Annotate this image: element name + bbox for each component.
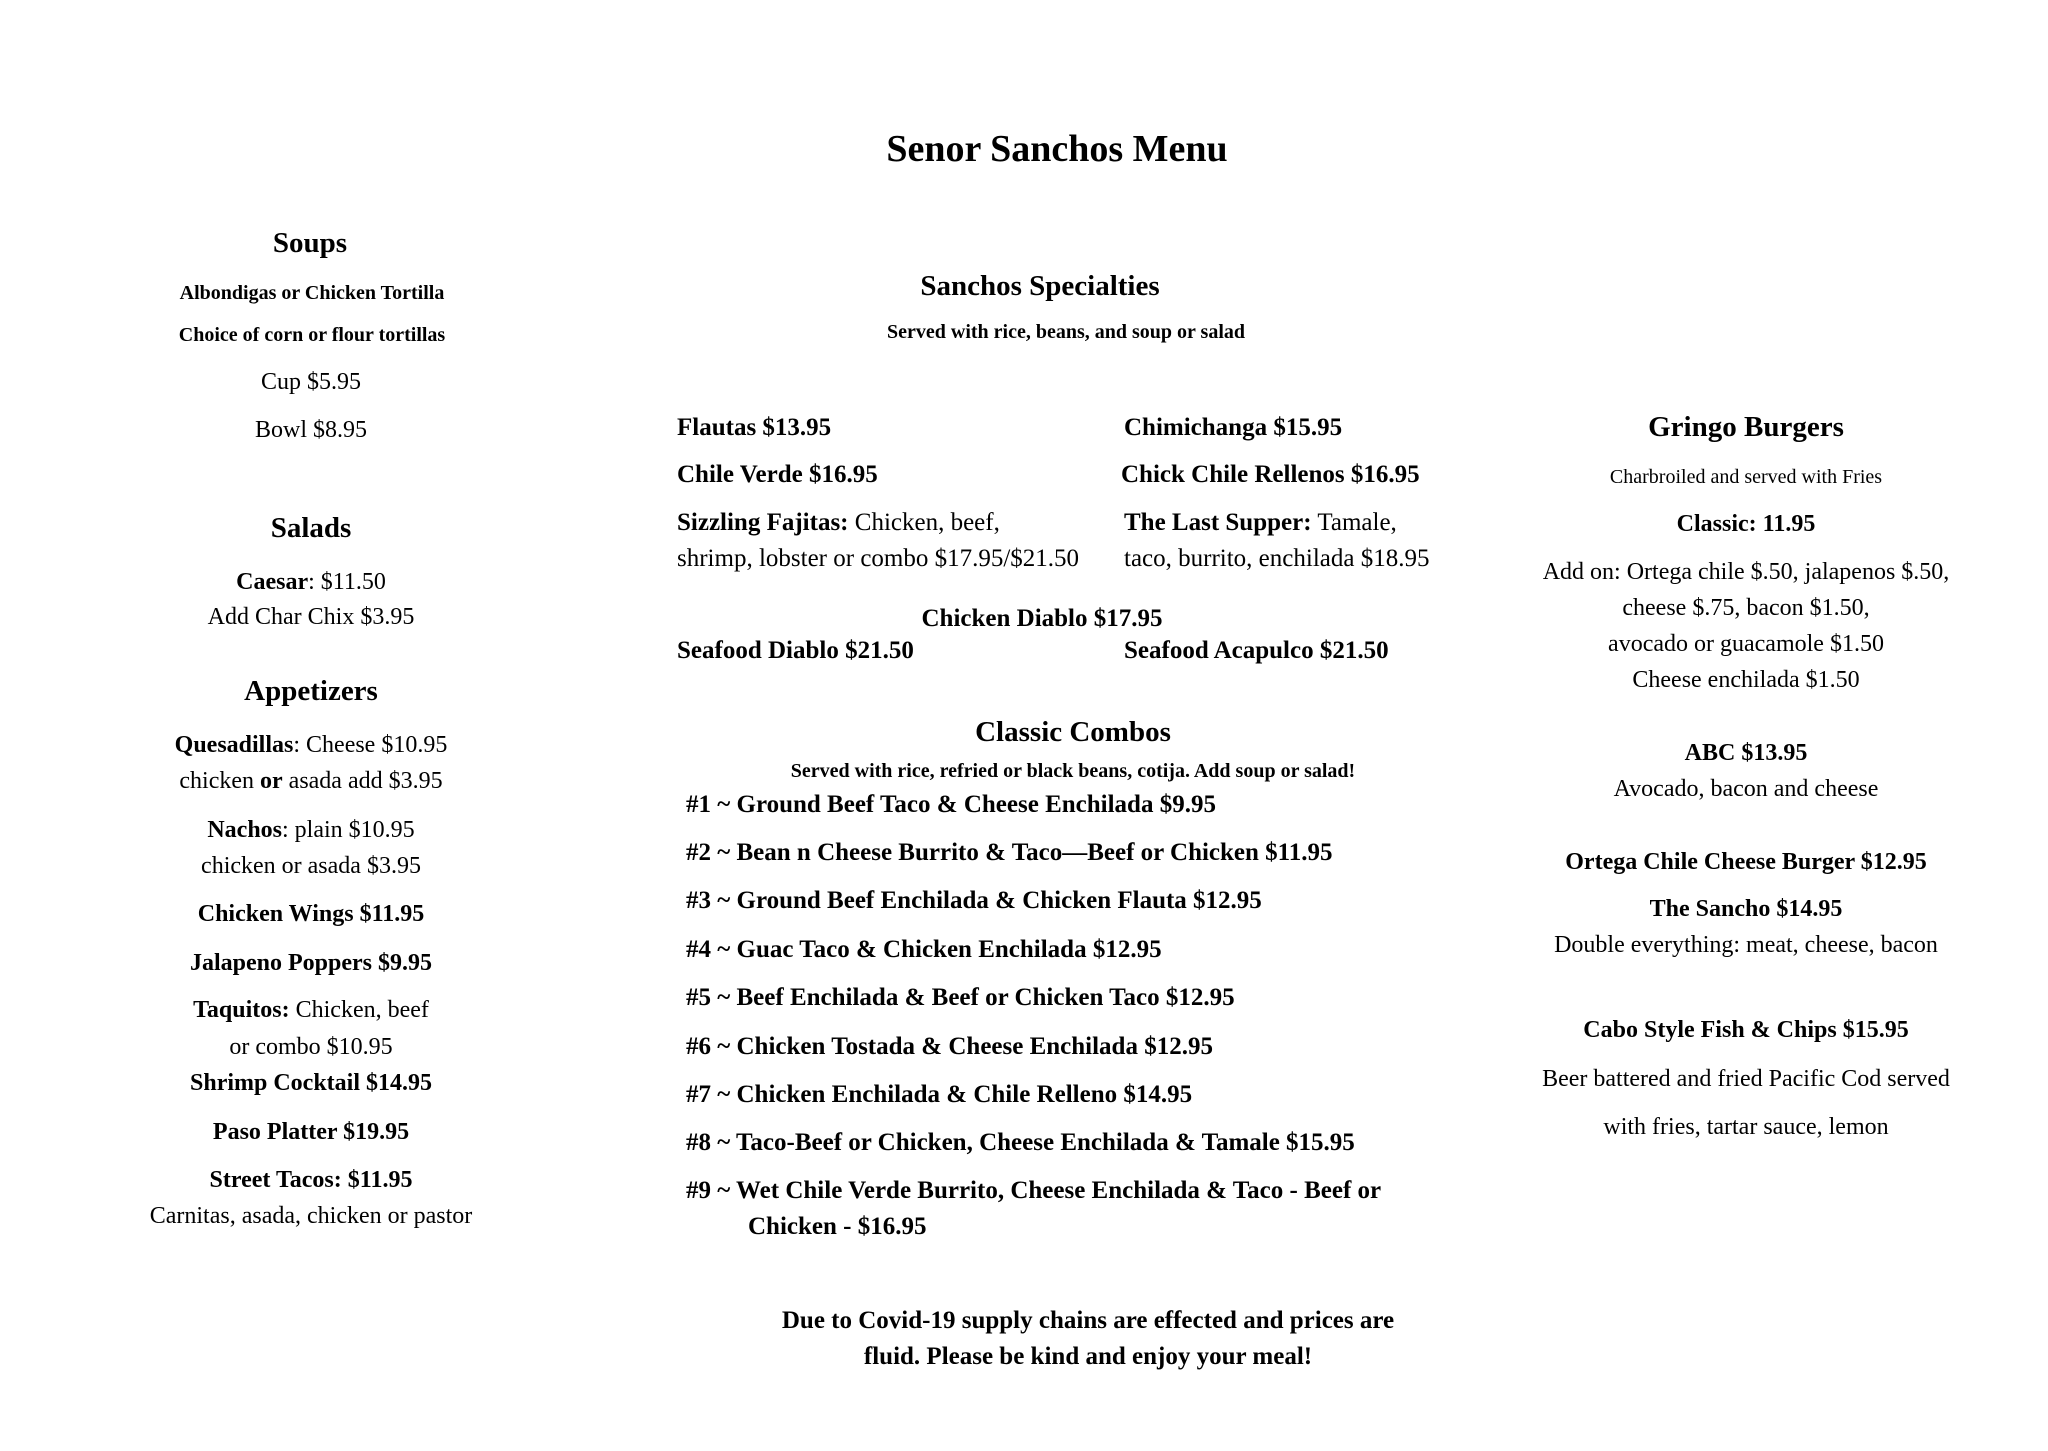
combo-2: #2 ~ Bean n Cheese Burrito & Taco—Beef or Chicken $11.95: [686, 839, 1333, 866]
burger-sancho-desc: Double everything: meat, cheese, bacon: [1554, 932, 1938, 958]
nachos-name: Nachos: [207, 817, 283, 843]
app-nachos-addon: chicken or asada $3.95: [201, 853, 421, 879]
quesadillas-price: : Cheese $10.95: [293, 732, 448, 758]
specialties-heading: Sanchos Specialties: [920, 270, 1160, 302]
spec-seafood-acapulco: Seafood Acapulco $21.50: [1124, 637, 1389, 664]
nachos-price: : plain $10.95: [282, 817, 415, 843]
combos-heading: Classic Combos: [975, 716, 1171, 748]
taquitos-name: Taquitos:: [193, 997, 290, 1023]
spec-seafood-diablo: Seafood Diablo $21.50: [677, 637, 914, 664]
soups-tortilla-note: Choice of corn or flour tortillas: [178, 324, 446, 346]
combo-6: #6 ~ Chicken Tostada & Cheese Enchilada $12.95: [686, 1033, 1213, 1060]
specialties-subtitle: Served with rice, beans, and soup or salad: [886, 321, 1246, 343]
salad-caesar: [236, 570, 386, 594]
burgers-subtitle: Charbroiled and served with Fries: [1609, 466, 1883, 488]
combo-9-continued: Chicken - $16.95: [748, 1213, 927, 1240]
spec-last-supper: [1124, 510, 1397, 535]
combo-4: #4 ~ Guac Taco & Chicken Enchilada $12.95: [686, 936, 1162, 963]
burger-abc-desc: Avocado, bacon and cheese: [1613, 776, 1879, 802]
covid-notice-line2: fluid. Please be kind and enjoy your meal!: [863, 1343, 1313, 1370]
app-taquitos-price: or combo $10.95: [229, 1034, 393, 1060]
burger-abc: ABC $13.95: [1684, 740, 1808, 766]
combos-subtitle: Served with rice, refried or black beans, cotija. Add soup or salad!: [790, 760, 1356, 782]
fish-and-chips: Cabo Style Fish & Chips $15.95: [1583, 1017, 1909, 1043]
app-chicken-wings: Chicken Wings $11.95: [197, 901, 425, 927]
app-jalapeno-poppers: Jalapeno Poppers $9.95: [189, 950, 433, 976]
soups-heading: Soups: [272, 227, 348, 259]
app-shrimp-cocktail: Shrimp Cocktail $14.95: [189, 1070, 433, 1096]
spec-fajitas-options: shrimp, lobster or combo $17.95/$21.50: [677, 545, 1080, 572]
burger-classic: Classic: 11.95: [1676, 511, 1816, 537]
appetizers-heading: Appetizers: [244, 675, 378, 707]
combo-1: #1 ~ Ground Beef Taco & Cheese Enchilada $9.95: [686, 791, 1216, 818]
app-taquitos: [193, 998, 429, 1022]
taquitos-desc: Chicken, beef: [289, 997, 429, 1023]
combo-9: #9 ~ Wet Chile Verde Burrito, Cheese Enchilada & Taco - Beef or: [686, 1177, 1382, 1204]
app-paso-platter: Paso Platter $19.95: [212, 1119, 410, 1145]
spec-chicken-diablo: Chicken Diablo $17.95: [921, 605, 1163, 632]
page-title: Senor Sanchos Menu: [886, 128, 1228, 170]
burger-addon-line1: Add on: Ortega chile $.50, jalapenos $.50,: [1542, 559, 1950, 585]
combo-7: #7 ~ Chicken Enchilada & Chile Relleno $14.95: [686, 1081, 1193, 1108]
burger-addon-line4: Cheese enchilada $1.50: [1632, 667, 1860, 693]
spec-last-supper-items: taco, burrito, enchilada $18.95: [1124, 545, 1430, 572]
fish-and-chips-desc1: Beer battered and fried Pacific Cod served: [1542, 1066, 1950, 1092]
soups-cup-price: Cup $5.95: [260, 369, 362, 395]
burger-addon-line2: cheese $.75, bacon $1.50,: [1622, 595, 1870, 621]
covid-notice-line1: Due to Covid-19 supply chains are effected and prices are: [781, 1307, 1395, 1334]
last-supper-name: The Last Supper:: [1124, 509, 1312, 536]
burger-addon-line3: avocado or guacamole $1.50: [1608, 631, 1884, 657]
spec-chile-rellenos: Chick Chile Rellenos $16.95: [1121, 461, 1420, 488]
quesadillas-addon-c: asada add $3.95: [282, 768, 443, 794]
soups-bowl-price: Bowl $8.95: [254, 417, 368, 443]
spec-flautas: Flautas $13.95: [677, 414, 832, 441]
spec-chimichanga: Chimichanga $15.95: [1124, 414, 1343, 441]
quesadillas-name: Quesadillas: [174, 732, 294, 758]
app-quesadillas: [175, 733, 448, 757]
burger-ortega: Ortega Chile Cheese Burger $12.95: [1565, 849, 1927, 875]
salad-add-chicken: Add Char Chix $3.95: [207, 604, 415, 630]
spec-chile-verde: Chile Verde $16.95: [677, 461, 878, 488]
app-quesadillas-addon: [179, 769, 442, 793]
app-street-tacos-options: Carnitas, asada, chicken or pastor: [149, 1203, 473, 1229]
combo-5: #5 ~ Beef Enchilada & Beef or Chicken Taco $12.95: [686, 984, 1235, 1011]
caesar-name: Caesar: [236, 569, 309, 595]
quesadillas-addon-a: chicken: [179, 768, 261, 794]
combo-3: #3 ~ Ground Beef Enchilada & Chicken Flauta $12.95: [686, 887, 1262, 914]
caesar-price: : $11.50: [308, 569, 386, 595]
fajitas-desc: Chicken, beef,: [848, 509, 1000, 536]
fajitas-name: Sizzling Fajitas:: [677, 509, 849, 536]
soups-choice: Albondigas or Chicken Tortilla: [179, 282, 445, 304]
last-supper-desc: Tamale,: [1311, 509, 1397, 536]
spec-fajitas: [677, 510, 1000, 535]
app-street-tacos: Street Tacos: $11.95: [209, 1167, 413, 1193]
burger-sancho: The Sancho $14.95: [1649, 896, 1843, 922]
fish-and-chips-desc2: with fries, tartar sauce, lemon: [1603, 1114, 1889, 1140]
burgers-heading: Gringo Burgers: [1648, 411, 1844, 443]
quesadillas-addon-or: or: [260, 768, 283, 794]
app-nachos: [207, 818, 414, 842]
combo-8: #8 ~ Taco-Beef or Chicken, Cheese Enchilada & Tamale $15.95: [686, 1129, 1355, 1156]
salads-heading: Salads: [270, 512, 352, 544]
